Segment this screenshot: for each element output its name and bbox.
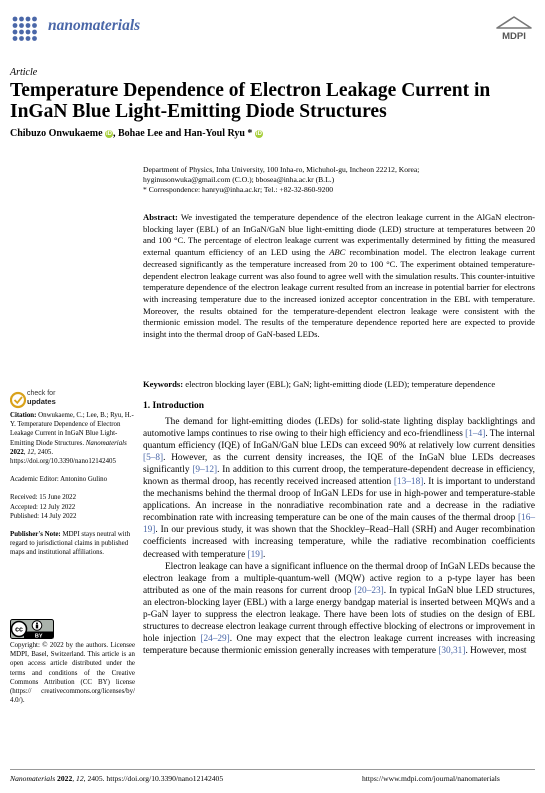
reference-link[interactable]: [13–18] [393,477,424,488]
paper-title: Temperature Dependence of Electron Leakage Current in InGaN Blue Light-Emitting Diode Structures [10,80,491,122]
citation-label: Citation: [10,412,37,419]
abstract-text-2: recombination model. The electron leakage current decreased significantly as the temperature increased from 20 to 100 °C. The experiment obtained temperature-dependent electron leakage current was also found to agree well with the simulation results. This counter-intuitive temperature dependence of the electron leakage current resulted from an increase in potential barrier for electrons with increasing temperature due to the increased ionized acceptor concentration in the EBL with temperature. Moreover, the results obtained for the temperature-dependent electron leakage were consistent with the thermionic emission model. The results of the temperature dependence reported here are expected to provide insight into the thermal droop of GaN-based LEDs. [143,247,535,340]
paragraph-text: . In addition to this current droop, the temperature-dependent decrease in efficiency, known as thermal droop, has recently received increased attention [143,465,535,488]
affiliation-line: Department of Physics, Inha University, 100 Inha-ro, Michuhol-gu, Incheon 22212, Korea; [143,165,420,174]
citation-text: Onwukaeme, C.; Lee, B.; Ryu, H.-Y. Temperature Dependence of Electron Leakage Current in InGaN Blue Light-Emitting Diode Structures. [10,412,134,447]
author-separator: and [162,128,184,139]
reference-link[interactable]: [24–29] [200,633,230,644]
by-symbol: BY [34,633,43,639]
journal-logo-icon [10,14,40,44]
footer-citation: Nanomaterials 2022, 12, 2405. https://doi.org/10.3390/nano12142405 [10,774,224,783]
article-type: Article [10,67,38,78]
copyright-text: Copyright: © 2022 by the authors. Licensee MDPI, Basel, Switzerland. This article is an open access article distributed under the terms and conditions of the Creative Commons Attribution (CC BY) license (https:// creativecommons.org/licenses/by/ 4.0/). [10,642,135,705]
dates [10,493,135,521]
orcid-icon[interactable]: iD [255,131,262,137]
reference-link[interactable]: [16–19] [143,513,535,536]
abstract-text: We investigated the temperature dependence of the electron leakage current in the AlGaN electron-blocking layer (EBL) of an InGaN/GaN blue light-emitting diode (LED) structure at temperatures between 20 and 100 °C. The percentage of electron leakage current was experimentally determined by fitting the measured external quantum efficiency of an LED using the [143,212,536,258]
orcid-icon[interactable]: iD [106,131,113,137]
keywords [143,379,535,391]
citation-doi[interactable]: , 2405. https://doi.org/10.3390/nano12142405 [10,448,116,466]
paragraph-text: . One may expect that the electron leakage current increases with increasing temperature because thermionic emission generally increases with temperature [143,633,535,656]
abstract-label: Abstract: [143,212,178,222]
journal-name[interactable]: nanomaterials [48,17,141,34]
paragraph-text: The demand for light-emitting diodes (LEDs) for solid-state lighting display backlightings and automotive lamps continues to rise owing to their high efficiency and eco-friendliness [143,417,535,440]
footer-journal: Nanomaterials [10,774,56,783]
paragraph-2 [143,561,535,657]
paragraph-text: . The internal quantum efficiency (IQE) of InGaN/GaN blue LEDs can exceed 90% at relatively low current densities [143,429,535,452]
publisher-note [10,530,135,558]
author-list [10,128,530,139]
abstract-italic: ABC [329,247,346,258]
author-name[interactable]: Chibuzo Onwukaeme [10,128,103,139]
academic-editor: Academic Editor: Antonino Gulino [10,476,108,484]
correspondence[interactable]: * Correspondence: hanryu@inha.ac.kr; Tel.: +82-32-860-9200 [143,185,334,194]
published-date: Published: 14 July 2022 [10,512,77,520]
paragraph-text: . In typical InGaN blue LED structures, an electron-blocking layer (EBL) with a large energy bandgap material is inserted between MQWs and a p-GaN layer to suppress the electron leakage. There have been lots of studies on the design of EBL structures to decrease electron leakage current through effective blocking of electrons or improvement in hole injection [143,585,535,644]
citation-journal: Nanomaterials [85,439,127,447]
citation [10,411,135,466]
footer-divider [10,769,535,770]
check-for-updates-label[interactable] [27,390,56,406]
citation-year: 2022 [10,448,24,456]
paragraph-text: . However, most [465,645,527,656]
accepted-date: Accepted: 12 July 2022 [10,503,76,511]
abstract [143,212,535,341]
reference-link[interactable]: [5–8] [143,453,164,464]
footer-journal-url[interactable]: https://www.mdpi.com/journal/nanomaterials [362,774,500,783]
reference-link[interactable]: [19] [247,549,264,560]
footer-doi[interactable]: , 2405. https://doi.org/10.3390/nano12142405 [83,774,224,783]
author-name[interactable]: Han-Youl Ryu * [183,128,253,139]
check-for-text: check for [27,390,56,397]
keywords-text: electron blocking layer (EBL); GaN; light-emitting diode (LED); temperature dependence [185,379,496,389]
updates-text: updates [27,396,56,406]
section-heading: 1. Introduction [143,401,205,411]
reference-link[interactable]: [20–23] [354,585,384,596]
affiliation [143,165,533,195]
paragraph-text: . [263,549,266,560]
paragraph-text: . In our previous study, it was shown that the Shockley–Read–Hall (SRH) and Auger recombination coefficients increased with increasing temperature, while the radiative recombination coefficients decreased with temperature [143,525,535,560]
introduction-body [143,416,535,657]
received-date: Received: 15 June 2022 [10,494,77,502]
author-name[interactable]: Bohae Lee [118,128,163,139]
author-separator: , [113,128,119,139]
paragraph-text: . It is important to understand the mechanisms behind the thermal droop of InGaN LEDs for use in high-power and temperature-stable applications. An increase in the nonradiative recombination rate and a decrease in the radiative recombination rate with increasing temperature can be one of the main causes of the thermal droop [143,477,535,524]
affiliation-emails[interactable]: hyginusonwuka@gmail.com (C.O.); bbosea@inha.ac.kr (B.L.) [143,175,335,184]
footer-year: 2022 [55,774,73,783]
publisher-name: MDPI [502,31,526,42]
citation-volume: 12 [27,448,35,456]
reference-link[interactable]: [9–12] [192,465,218,476]
sidebar-info [10,411,135,567]
paragraph-1 [143,416,535,561]
cc-by-license-icon[interactable] [10,619,54,639]
publisher-note-text: MDPI stays neutral with regard to jurisdictional claims in published maps and institutional affiliations. [10,531,131,557]
cc-symbol: cc [15,626,23,634]
keywords-label: Keywords: [143,379,184,389]
publisher-note-label: Publisher's Note: [10,531,61,539]
reference-link[interactable]: [30,31] [438,645,466,656]
footer-volume: 12 [76,774,84,783]
copyright-notice [10,641,135,705]
reference-link[interactable]: [1–4] [465,429,486,440]
paragraph-text: . However, as the current density increases, the IQE of the InGaN blue LEDs decreases significantly [143,453,535,476]
citation-comma: , [23,448,28,456]
paragraph-text: Electron leakage can have a significant influence on the thermal droop of InGaN LEDs because the electron leakage from a multiple-quantum-well (MQW) active region to a p-type layer has been attributed as one of the main reasons for current droop [143,561,535,596]
